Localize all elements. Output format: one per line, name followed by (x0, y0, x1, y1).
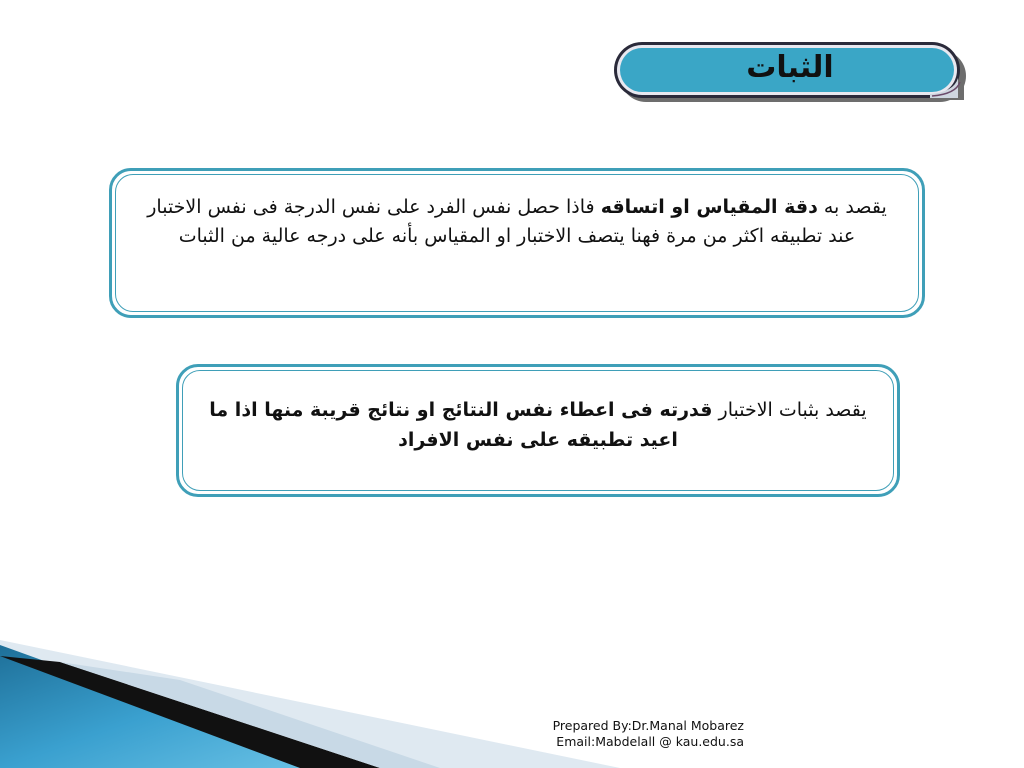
slide-title: الثبات (746, 50, 834, 85)
definition-box-2 (176, 364, 900, 497)
definition-box-1 (109, 168, 925, 318)
definition-2-bold: قدرته فى اعطاء نفس النتائج او نتائج قريبة منها اذا ما اعيد تطبيقه على نفس الافراد (209, 399, 713, 451)
definition-text-1 (112, 171, 922, 251)
footer-credits (520, 718, 744, 750)
definition-1-prefix: يقصد به (817, 196, 887, 218)
definition-2-prefix: يقصد بثبات الاختبار (712, 399, 867, 421)
footer-author: Prepared By:Dr.Manal Mobarez (552, 718, 744, 733)
definition-1-bold: دقة المقياس او اتساقه (600, 196, 818, 218)
definition-1-rest: فاذا حصل نفس الفرد على نفس الدرجة فى نفس الاختبار عند تطبيقه اكثر من مرة فهنا يتصف الاختبار او المقياس بأنه على درجه عالية من الثبات (147, 196, 856, 247)
footer-email: Email:Mabdelall @ kau.edu.sa (556, 734, 744, 749)
decorative-stripes (0, 600, 1024, 768)
title-banner (612, 38, 968, 108)
definition-text-2 (179, 367, 897, 455)
